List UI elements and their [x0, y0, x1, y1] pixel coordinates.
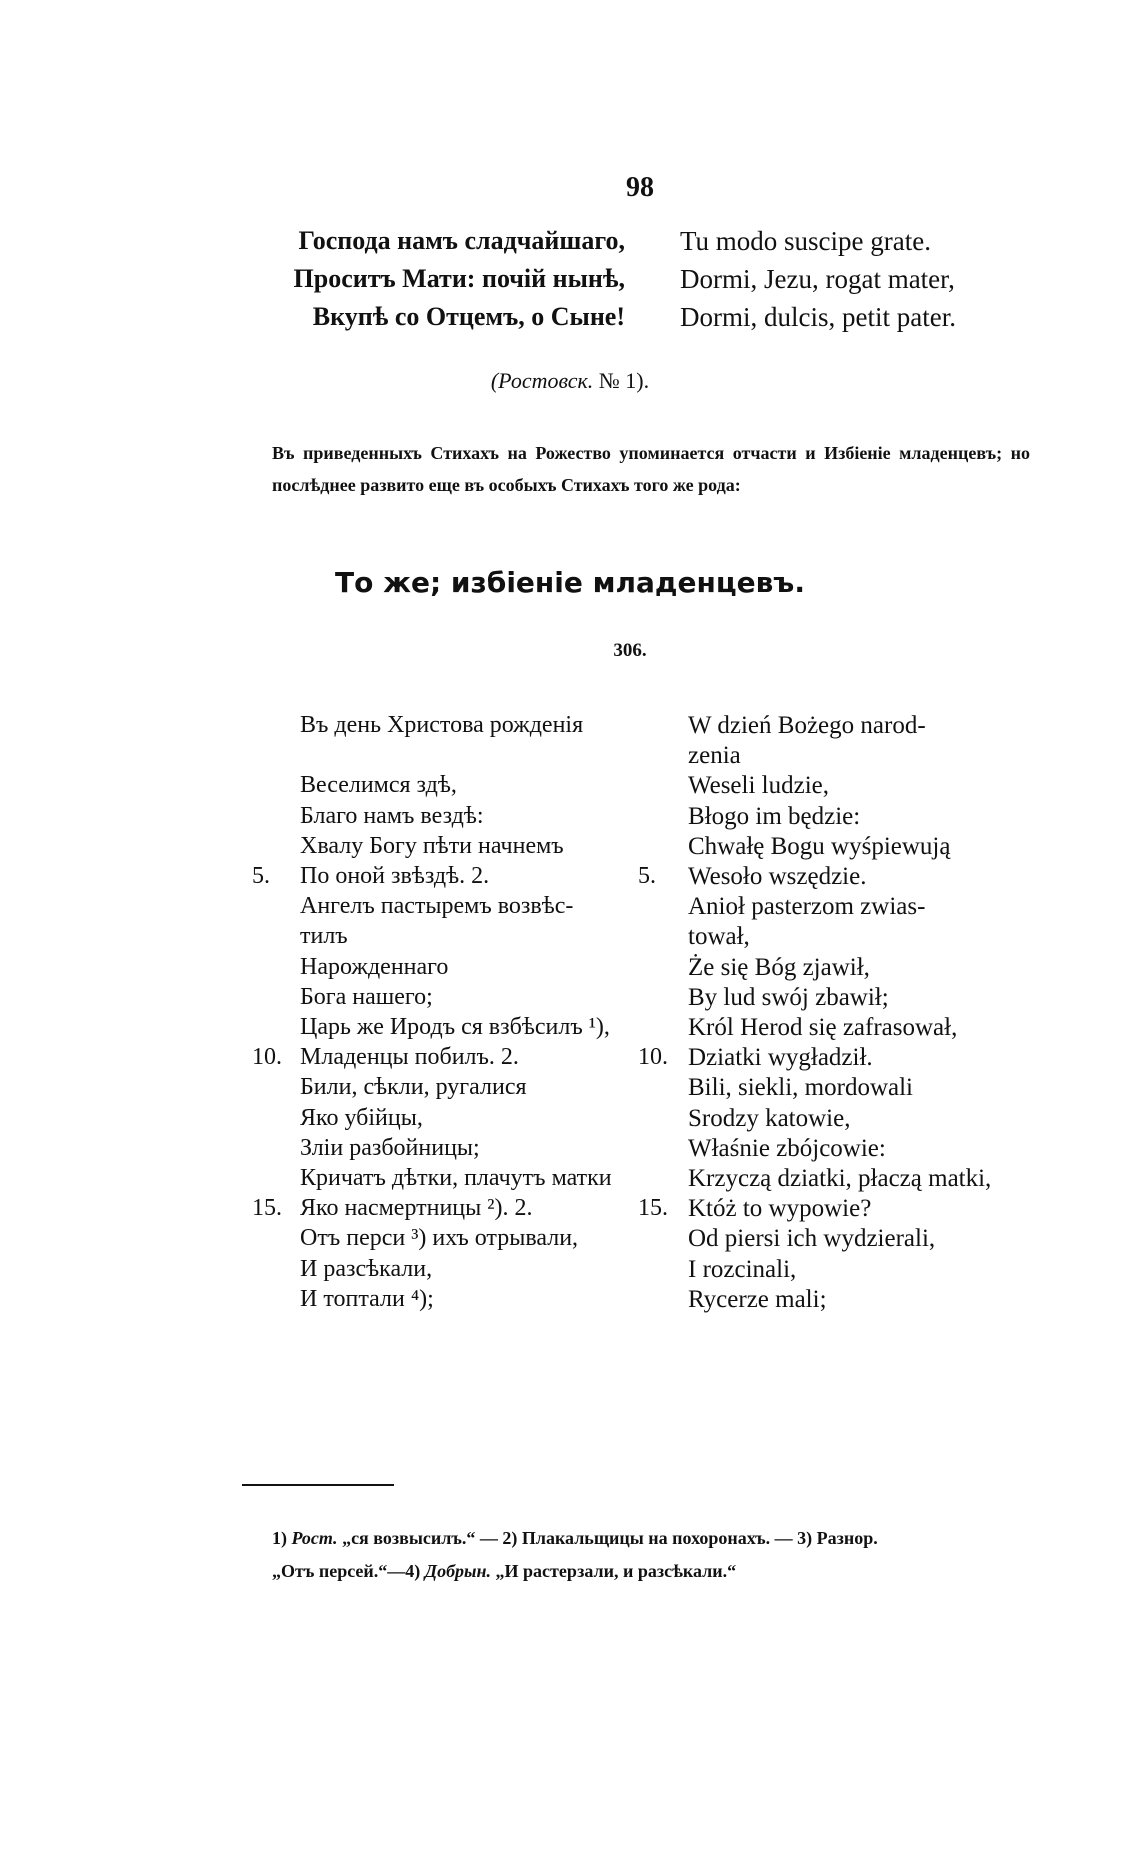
- source-reference-number: № 1).: [593, 368, 650, 393]
- russian-verse: Бога нашего;: [300, 984, 433, 1010]
- russian-verse: тилъ: [300, 923, 348, 949]
- polish-verse: tował,: [688, 923, 750, 950]
- polish-verse: zenia: [688, 742, 741, 769]
- polish-verse: Anioł pasterzom zwias-: [688, 893, 926, 920]
- footnote-source: Рост.: [291, 1528, 338, 1548]
- russian-verse: Ангелъ пастыремъ возвѣс-: [300, 893, 574, 919]
- polish-verse: Rycerze mali;: [688, 1286, 827, 1313]
- russian-verse: Веселимся здѣ,: [300, 772, 457, 798]
- russian-verse: Въ день Христова рожденiя: [300, 712, 584, 738]
- intro-paragraph: Въ приведенныхъ Стихахъ на Рожество упоминается отчасти и Избiенiе младенцевъ; но послѣднее развито еще въ особыхъ Стихахъ того же рода:: [272, 443, 1030, 495]
- top-stanza-russian: [260, 222, 625, 336]
- line-number: 15.: [252, 1195, 282, 1221]
- page-number: 98: [626, 172, 654, 203]
- polish-verse: Srodzy katowie,: [688, 1105, 851, 1132]
- footnote-label: 1): [272, 1528, 287, 1548]
- russian-verse: Благо намъ вездѣ:: [300, 803, 484, 829]
- line-number: 5.: [252, 863, 270, 889]
- top-stanza-latin: [680, 222, 1080, 336]
- footnote-text: „И растерзали, и разсѣкали.“: [495, 1561, 737, 1581]
- russian-verse: Яко убiйцы,: [300, 1105, 423, 1131]
- russian-verse: По оной звѣздѣ. 2.: [300, 863, 490, 889]
- russian-verse: Кричатъ дѣтки, плачутъ матки: [300, 1165, 612, 1191]
- russian-verse: Били, сѣкли, ругалися: [300, 1074, 527, 1100]
- polish-verse: I rozcinali,: [688, 1256, 797, 1283]
- poem-row: [0, 1286, 1140, 1322]
- verse-line: Господа намъ сладчайшаго,: [298, 226, 625, 255]
- footnote-text: „ся возвысилъ.“ — 2) Плакальщицы на похоронахъ. — 3) Разнор.: [342, 1528, 878, 1548]
- source-reference: [0, 368, 1140, 394]
- polish-verse: By lud swój zbawił;: [688, 984, 889, 1011]
- polish-verse: Od piersi ich wydzierali,: [688, 1225, 936, 1252]
- polish-verse: Wesoło wszędzie.: [688, 863, 867, 890]
- russian-verse: Яко насмертницы ²). 2.: [300, 1195, 533, 1221]
- source-reference-name: (Ростовск.: [490, 368, 594, 393]
- line-number: 10.: [638, 1044, 668, 1070]
- polish-verse: Król Herod się zafrasował,: [688, 1014, 958, 1041]
- footnote-source: Добрын.: [424, 1561, 492, 1581]
- verse-line: Вкупѣ со Отцемъ, о Сыне!: [312, 302, 625, 331]
- footnote-text: „Отъ персей.“—4): [272, 1561, 421, 1581]
- polish-verse: Że się Bóg zjawił,: [688, 954, 870, 981]
- polish-verse: Któż to wypowie?: [688, 1195, 872, 1222]
- verse-line: Dormi, dulcis, petit pater.: [680, 302, 956, 332]
- verse-line: Tu modo suscipe grate.: [680, 226, 931, 256]
- line-number: 15.: [638, 1195, 668, 1221]
- polish-verse: Dziatki wygładził.: [688, 1044, 873, 1071]
- polish-verse: Właśnie zbójcowie:: [688, 1135, 886, 1162]
- russian-verse: Хвалу Богу пѣти начнемъ: [300, 833, 564, 859]
- footnote-line: [272, 1522, 1032, 1555]
- polish-verse: Chwałę Bogu wyśpiewują: [688, 833, 951, 860]
- footnote-divider: [242, 1484, 394, 1486]
- poem-number: 306.: [613, 640, 647, 661]
- russian-verse: И топтали ⁴);: [300, 1286, 434, 1312]
- polish-verse: W dzień Bożego narod-: [688, 712, 926, 739]
- footnote-line: [272, 1555, 1032, 1588]
- line-number: 10.: [252, 1044, 282, 1070]
- polish-verse: Błogo im będzie:: [688, 803, 861, 830]
- verse-line: Dormi, Jezu, rogat mater,: [680, 264, 955, 294]
- russian-verse: Царь же Иродъ ся взбѣсилъ ¹),: [300, 1014, 610, 1040]
- russian-verse: Злiи разбойницы;: [300, 1135, 480, 1161]
- line-number: 5.: [638, 863, 656, 889]
- russian-verse: Отъ перси ³) ихъ отрывали,: [300, 1225, 579, 1251]
- polish-verse: Bili, siekli, mordowali: [688, 1074, 913, 1101]
- russian-verse: И разсѣкали,: [300, 1256, 433, 1282]
- polish-verse: Weseli ludzie,: [688, 772, 829, 799]
- footnotes: [272, 1522, 1032, 1588]
- verse-line: Проситъ Мати: почiй нынѣ,: [293, 264, 625, 293]
- russian-verse: Нарожденнаго: [300, 954, 449, 980]
- section-title: То же; избiенiе младенцевъ.: [335, 566, 805, 599]
- russian-verse: Младенцы побилъ. 2.: [300, 1044, 519, 1070]
- polish-verse: Krzyczą dziatki, płaczą matki,: [688, 1165, 992, 1192]
